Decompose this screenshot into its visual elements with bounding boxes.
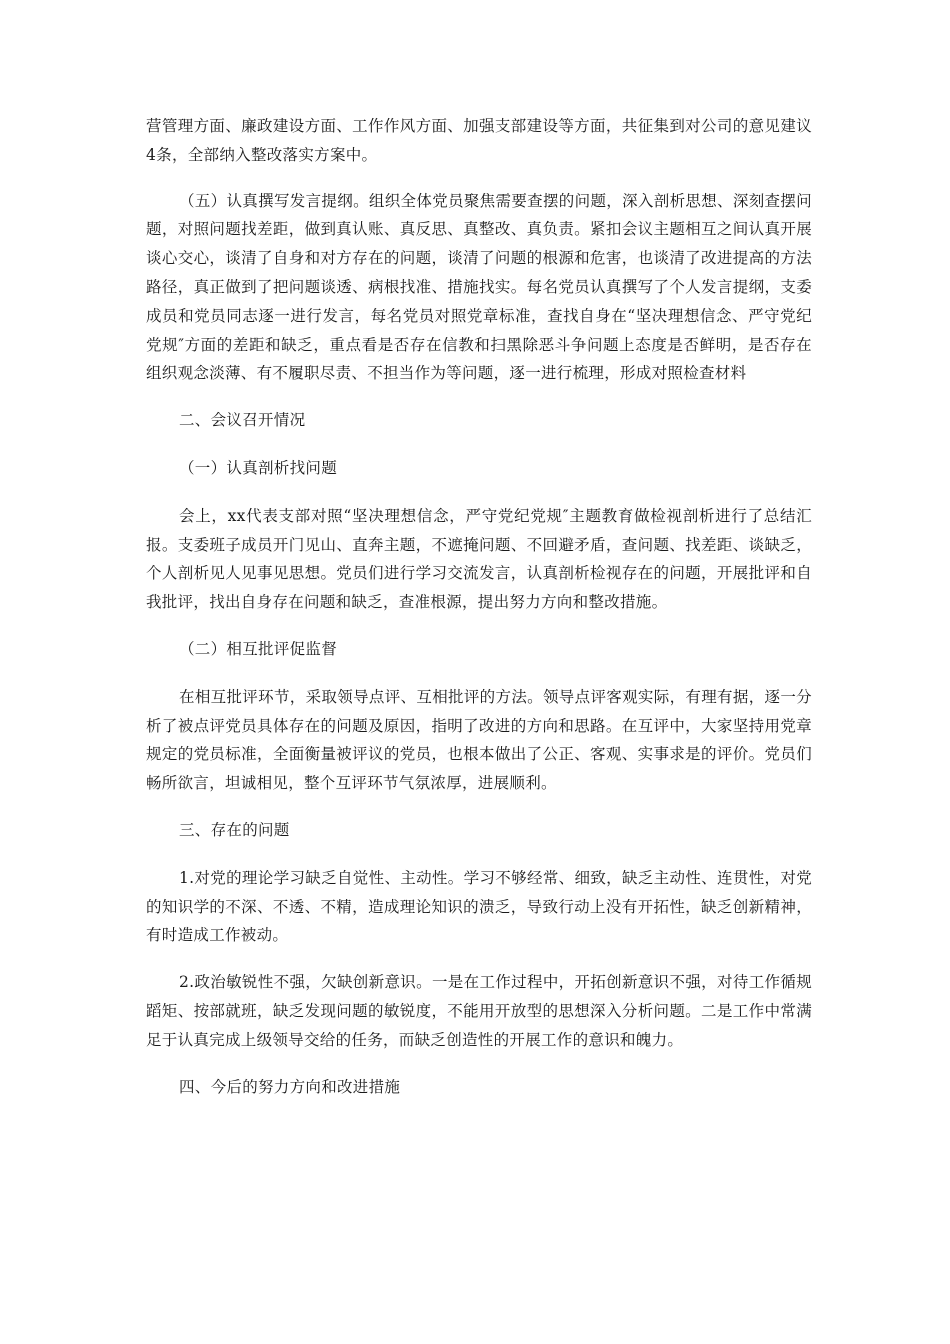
continuation-paragraph: 营管理方面、廉政建设方面、工作作风方面、加强支部建设等方面，共征集到对公司的意见建议4条，全部纳入整改落实方案中。 [146, 117, 812, 164]
heading-meeting-status: 二、会议召开情况 [179, 411, 306, 430]
meeting-paragraph: 会上，xx代表支部对照“坚决理想信念，严守党纪党规″主题教育做检视剖析进行了总结汇报。支委班子成员开门见山、直奔主题，不遮掩问题、不回避矛盾，查问题、找差距、谈缺乏，个人剖析见人见事见思想。党员们进行学习交流发言，认真剖析检视存在的问题，开展批评和自我批评，找出自身存在问题和缺乏，查准根源，提出努力方向和整改措施。 [146, 506, 812, 612]
subheading-analysis: （一）认真剖析找问题 [179, 458, 338, 477]
criticism-paragraph: 在相互批评环节，采取领导点评、互相批评的方法。领导点评客观实际，有理有据，逐一分析了被点评党员具体存在的问题及原因，指明了改进的方向和思路。在互评中，大家坚持用党章规定的党员标准，全面衡量被评议的党员，也根本做出了公正、客观、实事求是的评价。党员们畅所欲言，坦诚相见，整个互评环节气氛浓厚，进展顺利。 [146, 687, 812, 793]
problem-item-1: 1.对党的理论学习缺乏自觉性、主动性。学习不够经常、细致，缺乏主动性、连贯性，对党的知识学的不深、不透、不精，造成理论知识的溃乏，导致行动上没有开拓性，缺乏创新精神，有时造成工作被动。 [146, 868, 812, 945]
heading-problems: 三、存在的问题 [179, 820, 290, 839]
subheading-mutual-criticism: （二）相互批评促监督 [179, 639, 338, 658]
problem-item-2: 2.政治敏锐性不强，欠缺创新意识。一是在工作过程中，开拓创新意识不强，对待工作循规蹈矩、按部就班，缺乏发现问题的敏锐度，不能用开放型的思想深入分析问题。二是工作中常满足于认真完成上级领导交给的任务，而缺乏创造性的开展工作的意识和魄力。 [146, 973, 812, 1049]
document-page [146, 112, 812, 1120]
heading-improvement: 四、今后的努力方向和改进措施 [179, 1077, 401, 1096]
section-item-5-paragraph: （五）认真撰写发言提纲。组织全体党员聚焦需要查摆的问题，深入剖析思想、深刻查摆问题，对照问题找差距，做到真认账、真反思、真整改、真负责。紧扣会议主题相互之间认真开展谈心交心，谈清了自身和对方存在的问题，谈清了问题的根源和危害，也谈清了改进提高的方法路径，真正做到了把问题谈透、病根找准、措施找实。每名党员认真撰写了个人发言提纲，支委成员和党员同志逐一进行发言，每名党员对照党章标准，查找自身在“坚决理想信念、严守党纪党规″方面的差距和缺乏，重点看是否存在信教和扫黑除恶斗争问题上态度是否鲜明，是否存在组织观念淡薄、有不履职尽责、不担当作为等问题，逐一进行梳理，形成对照检查材料 [146, 191, 812, 383]
